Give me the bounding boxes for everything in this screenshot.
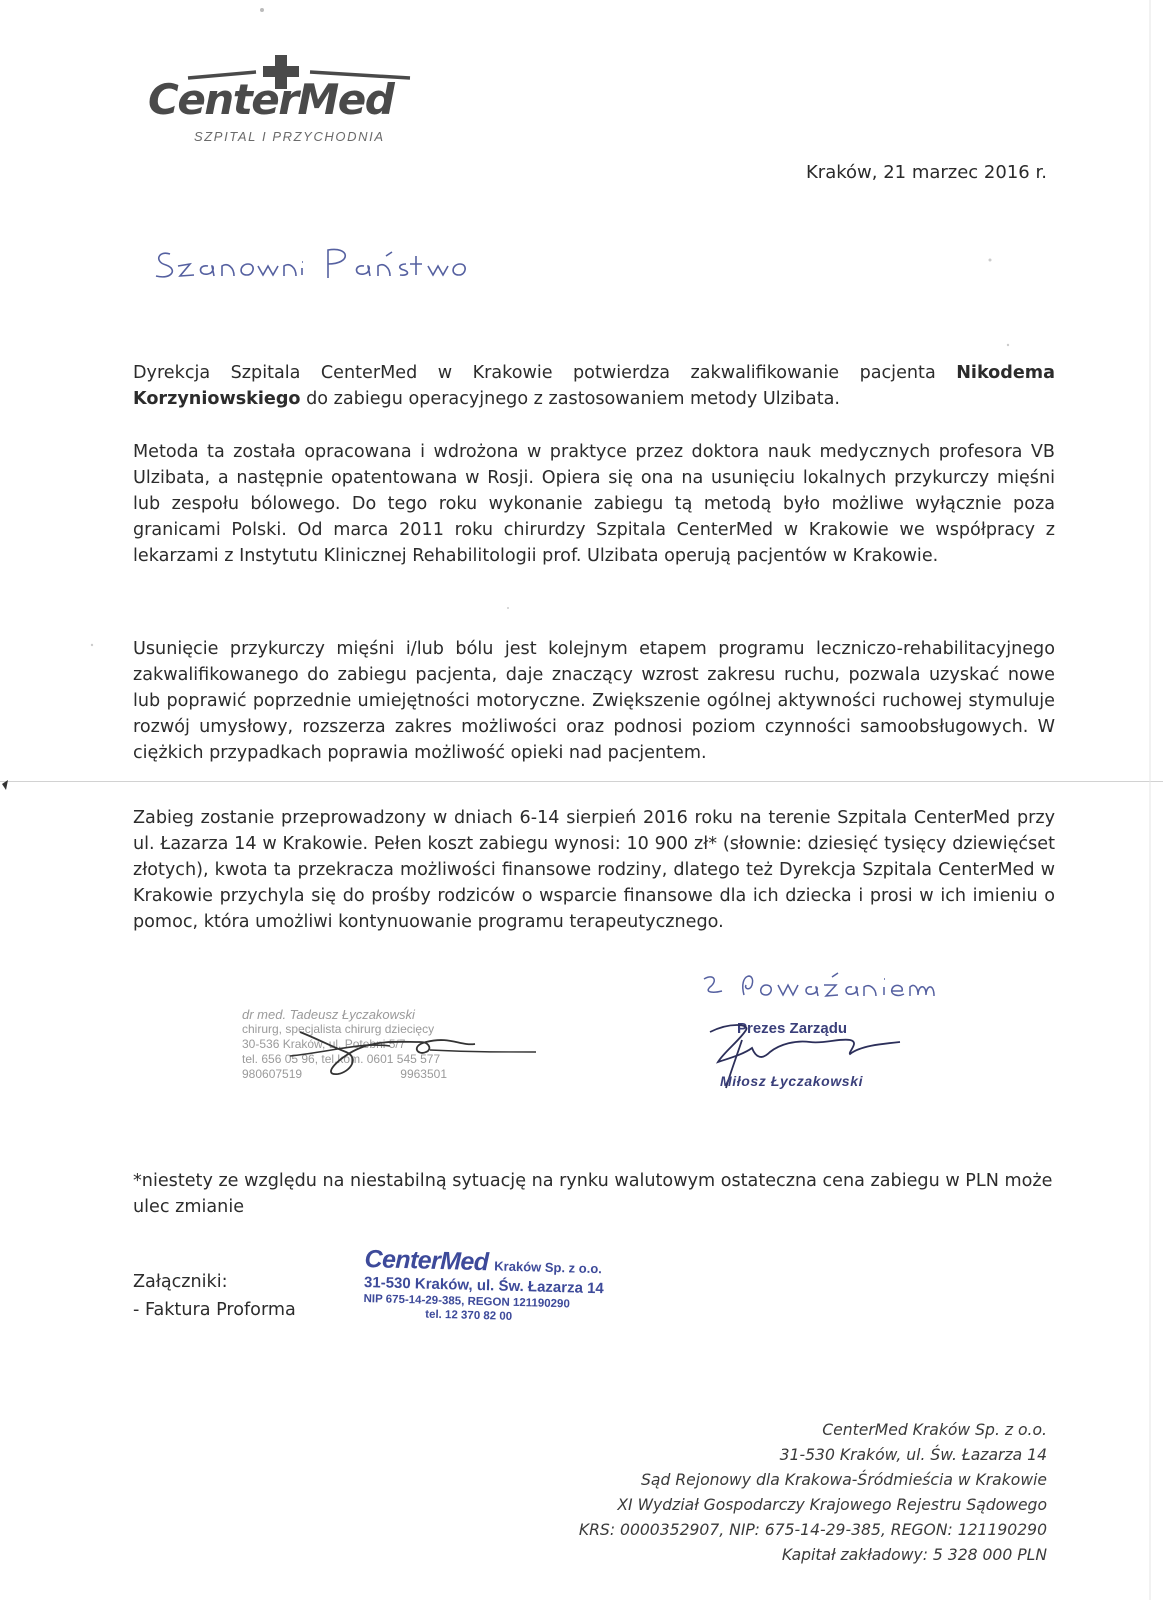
doctor-name: dr med. Tadeusz Łyczakowski [242,1007,415,1022]
footer-company: CenterMed Kraków Sp. z o.o. [822,1421,1047,1439]
centermed-logo [148,55,418,155]
footer-court: Sąd Rejonowy dla Krakowa-Śródmieścia w Krakowie [641,1471,1047,1489]
footer-address: 31-530 Kraków, ul. Św. Łazarza 14 [779,1446,1047,1464]
paragraph-procedure-cost: Zabieg zostanie przeprowadzony w dniach 6-14 sierpień 2016 roku na terenie Szpitala CenterMed przy ul. Łazarza 14 w Krakowie. Pełen koszt zabiegu wynosi: 10 900 zł* (słownie: dziesięć tysięcy dziewięćset złotych), kwota ta przekracza możliwości finansowe rodziny, dlatego też Dyrekcja Szpitala CenterMed w Krakowie przychyla się do prośby rodziców o wsparcie finansowe dla ich dziecka i prosi w ich imieniu o pomoc, która umożliwi kontynuowanie programu terapeutycznego. [133,808,1055,932]
footer-division: XI Wydział Gospodarczy Krajowego Rejestru Sądowego [617,1496,1047,1514]
doctor-number-2: 9963501 [400,1067,447,1081]
fold-line [0,780,1163,783]
doctor-number-1: 980607519 [242,1067,303,1081]
price-footnote: *niestety ze względu na niestabilną sytuację na rynku walutowym ostateczna cena zabiegu w PLN może ulec zmianie [133,1171,1053,1217]
paragraph-method: Metoda ta została opracowana i wdrożona w praktyce przez doktora nauk medycznych profesora VB Ulzibata, a następnie opatentowana w Rosji. Opiera się ona na usunięciu lokalnych przykurczy mięśni lub zespołu bólowego. Do tego roku wykonanie zabiegu tą metodą było możliwe wyłącznie poza granicami Polski. Od marca 2011 roku chirurdzy Szpitala CenterMed w Krakowie we współpracy z lekarzami z Instytutu Klinicznej Rehabilitologii prof. Ulzibata operują pacjentów w Krakowie. [133,442,1055,566]
stamp-nip: NIP 675-14-29-385, REGON 121190290 [363,1292,570,1311]
doctor-title: chirurg, specjalista chirurg dziecięcy [242,1022,435,1036]
company-stamp [363,1245,635,1326]
p1-text-start: Dyrekcja Szpitala CenterMed w Krakowie potwierdza zakwalifikowanie pacjenta [133,363,957,383]
paragraph-qualification [133,360,1055,412]
patient-name: Nikodema Korzyniowskiego [133,363,1055,409]
company-footer [487,1418,1047,1568]
attachments [133,1268,296,1324]
logo-name: CenterMed [148,75,394,124]
stamp-suffix: Kraków Sp. z o.o. [494,1258,603,1277]
logo-subtitle: SZPITAL I PRZYCHODNIA [194,129,385,144]
stamp-address: 31-530 Kraków, ul. Św. Łazarza 14 [363,1273,605,1298]
footer-capital: Kapitał zakładowy: 5 328 000 PLN [781,1546,1047,1564]
footer-registry: KRS: 0000352907, NIP: 675-14-29-385, REGON: 121190290 [578,1521,1047,1539]
letter-date: Kraków, 21 marzec 2016 r. [806,162,1047,183]
attachments-label: Załączniki: [133,1272,228,1292]
attachment-item: - Faktura Proforma [133,1300,296,1320]
doctor-signature [250,1012,540,1092]
stamp-tel: tel. 12 370 82 00 [425,1308,513,1323]
paragraph-benefits: Usunięcie przykurczy mięśni i/lub bólu jest kolejnym etapem programu leczniczo-rehabilitacyjnego zakwalifikowanego do zabiegu pacjenta, daje znaczący wzrost zakresu ruchu, pozwala uzyskać nowe lub poprawić poprzednie umiejętności motoryczne. Zwiększenie ogólnej aktywności ruchowej stymuluje rozwój umysłowy, rozszerza zakres możliwości oraz podnosi poziom czynności samoobsługowych. W ciężkich przypadkach poprawia możliwość opieki nad pacjentem. [133,639,1055,763]
signer-name: Miłosz Łyczakowski [720,1073,864,1089]
stamp-brand: CenterMed [364,1245,489,1277]
doctor-phone: tel. 656 05 96, tel.kom. 0601 545 577 [242,1052,441,1066]
p1-text-end: do zabiegu operacyjnego z zastosowaniem metody Ulzibata. [300,389,840,409]
doctor-address: 30-536 Kraków, ul. Potebni 5/7 [242,1037,406,1051]
handwritten-salutation [150,242,470,287]
signer-position: Prezes Zarządu [737,1020,848,1037]
handwritten-regards [700,965,960,1010]
